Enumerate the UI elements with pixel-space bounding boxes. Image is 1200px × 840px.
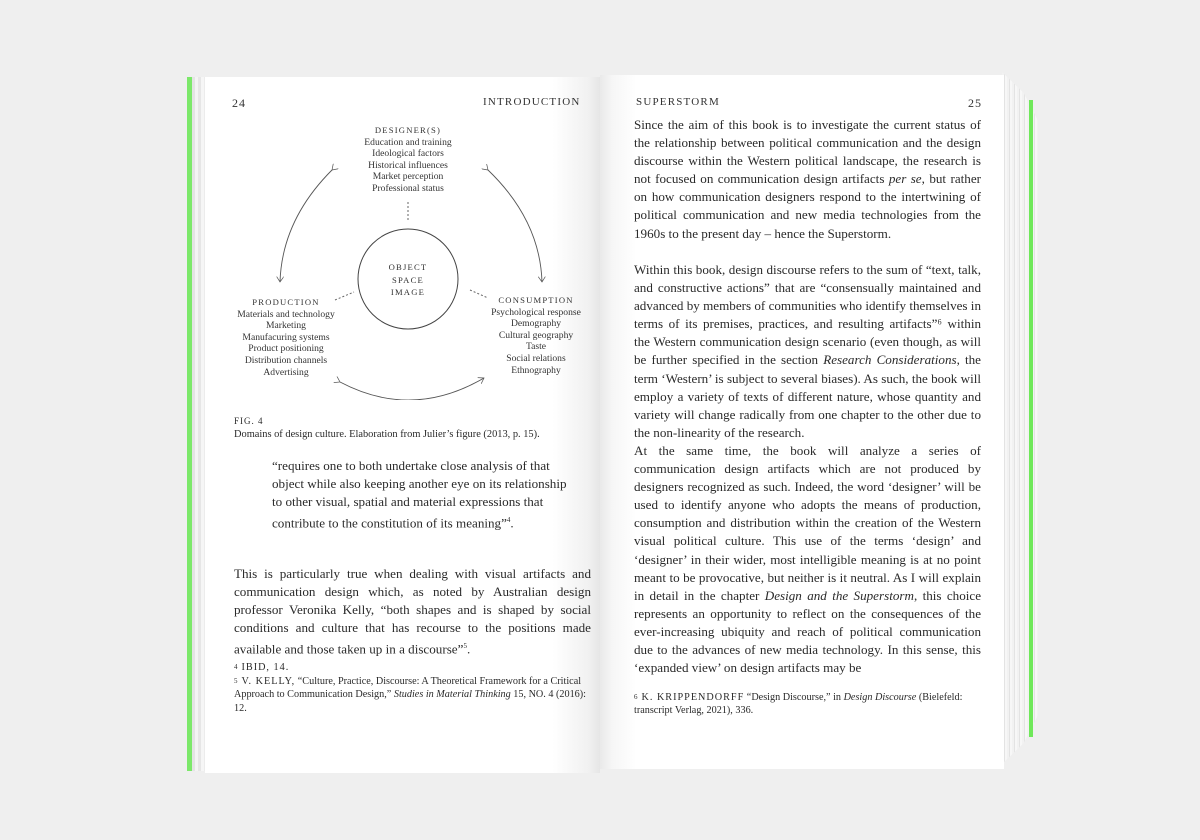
footnote-text: “Design Discourse,” in xyxy=(744,692,844,703)
consumption-item: Taste xyxy=(525,341,547,353)
footnote-text: “Culture, Practice, Discourse: A Theoretical Framework for a Critical Approach to Communication Design,” xyxy=(234,676,582,701)
footnote-title: Design Discourse xyxy=(843,692,917,703)
footnote-number: 4 xyxy=(234,663,238,671)
paragraph-text: , the term ‘Western’ is subject to several biases). As such, the book will employ a variety of texts of different nature, whose quantity and variety will change radically from one chapter to the other due to the non-linearity of the research. xyxy=(634,352,981,440)
italic-text: Design and the Superstorm xyxy=(764,587,914,603)
footnote-ref: 5 xyxy=(463,642,467,651)
footnote-journal: Studies in Material Thinking xyxy=(393,689,511,701)
italic-text: per se xyxy=(888,171,922,187)
production-item: Distribution channels xyxy=(244,354,328,366)
designers-item: Market perception xyxy=(372,171,444,183)
left-page-number: 24 xyxy=(232,96,246,110)
footnote-author: V. KELLY, xyxy=(241,676,296,687)
consumption-block xyxy=(480,295,592,376)
consumption-item: Demography xyxy=(510,318,562,330)
right-paragraph-3 xyxy=(634,442,981,677)
footnote-6 xyxy=(634,691,981,718)
production-item: Manufacuring systems xyxy=(242,331,330,343)
design-culture-diagram xyxy=(222,120,592,400)
consumption-item: Social relations xyxy=(506,352,566,364)
right-paragraph-2 xyxy=(634,261,981,442)
right-edge-accent xyxy=(1029,100,1033,737)
designers-heading: DESIGNER(S) xyxy=(374,125,442,135)
production-item: Materials and technology xyxy=(237,308,335,320)
designers-item: Education and training xyxy=(364,136,452,148)
figure-caption-text: Domains of design culture. Elaboration from Julier’s figure (2013, p. 15). xyxy=(234,429,540,440)
left-paragraph: This is particularly true when dealing with visual artifacts and communication design which, as noted by Australian design professor Veronika Kelly, “both shapes and is shaped by social conditions and culture that has recourse to the positions made available and those taken up in a discourse”$^5$. xyxy=(234,566,591,657)
left-page-edges xyxy=(187,77,207,771)
designers-item: Professional status xyxy=(372,182,444,194)
left-running-head: INTRODUCTION xyxy=(483,96,581,108)
footnote-number: 5 xyxy=(234,677,238,685)
footnote-4 xyxy=(234,661,591,674)
consumption-heading: CONSUMPTION xyxy=(498,295,574,305)
center-label: IMAGE xyxy=(390,287,426,297)
figure-caption xyxy=(234,414,594,442)
production-item: Marketing xyxy=(266,320,306,332)
right-paragraph-1 xyxy=(634,116,981,243)
designers-item: Historical influences xyxy=(368,159,448,171)
paragraph-text: At the same time, the book will analyze a series of communication design artifacts which are not produced by designers recognized as such. Indeed, the word ‘designer’ will be used to identify anyone who adopts the means of production, consumption and distribution within the creation of the Western visual political culture. This use of the terms ‘design’ and ‘designer’ in their wider, most intelligible meaning is at no point meant to be provocative, but neither is it neutral. As I will explain in detail in the chapter xyxy=(634,443,981,603)
footnote-tail: (Bielefeld: transcript Verlag, 2021), 336. xyxy=(634,692,963,717)
block-quote: “requires one to both undertake close analysis of that object while also keeping another eye on its relationship to other visual, spatial and material expressions that contribute to the constitution of its meaning”$^4$. xyxy=(272,458,567,531)
designers-block xyxy=(330,125,486,195)
footnote-text: IBID, 14. xyxy=(241,662,290,673)
production-block xyxy=(226,297,346,378)
center-label: SPACE xyxy=(392,274,424,285)
italic-text: Research Considerations xyxy=(823,352,957,368)
right-page-number: 25 xyxy=(968,96,982,110)
center-label: OBJECT xyxy=(388,262,428,272)
consumption-item: Cultural geography xyxy=(498,329,574,341)
paragraph-text: , this choice represents an opportunity to reflect on the consequences of the ever-increasing ubiquity and reach of political communication due to the advances of new media technology. In this sense, this ‘expanded view’ on design artifacts may be xyxy=(634,587,982,676)
quote-text: “requires one to both undertake close analysis of that object while also keeping another eye on its relationship to other visual, spatial and material expressions that contribute to the constitution of its meaning” xyxy=(272,458,567,531)
paragraph-text: This is particularly true when dealing with visual artifacts and communication design which, as noted by Australian design professor Veronika Kelly, “both shapes and is shaped by social conditions and culture that has recourse to the positions made available and those taken up in a discourse” xyxy=(234,566,591,657)
paragraph-text: Since the aim of this book is to investigate the current status of the relationship between political communication and the design discourse within the Western political landscape, the research is not focused on communication design artifacts xyxy=(634,117,981,187)
consumption-item: Ethnography xyxy=(511,364,561,376)
figure-label: FIG. 4 xyxy=(234,416,264,426)
footnote-tail: 15, NO. 4 (2016): 12. xyxy=(234,689,587,714)
designers-item: Ideological factors xyxy=(372,148,444,160)
production-item: Product positioning xyxy=(248,343,324,355)
right-running-head: SUPERSTORM xyxy=(636,96,720,108)
footnote-number: 6 xyxy=(634,693,638,701)
paragraph-text: , but rather on how communication designers respond to the intertwining of political communication and new media technologies from the 1960s to the present day – hence the Superstorm. xyxy=(634,171,981,241)
footnote-ref: 4 xyxy=(506,516,511,524)
center-circle-labels xyxy=(368,261,448,299)
production-heading: PRODUCTION xyxy=(252,297,320,307)
footnote-5 xyxy=(234,675,591,715)
paragraph-text: Within this book, design discourse refers to the sum of “text, talk, and constructive actions” that are “consensually maintained and advanced by members of communities who identify themselves in terms of its premises, practices, and resulting artifacts”⁶ within the Western communication design scenario (even though, as will be further specified in the section xyxy=(634,262,981,368)
production-item: Advertising xyxy=(263,366,309,378)
footnote-author: K. KRIPPENDORFF xyxy=(641,692,745,703)
consumption-item: Psychological response xyxy=(491,306,581,318)
